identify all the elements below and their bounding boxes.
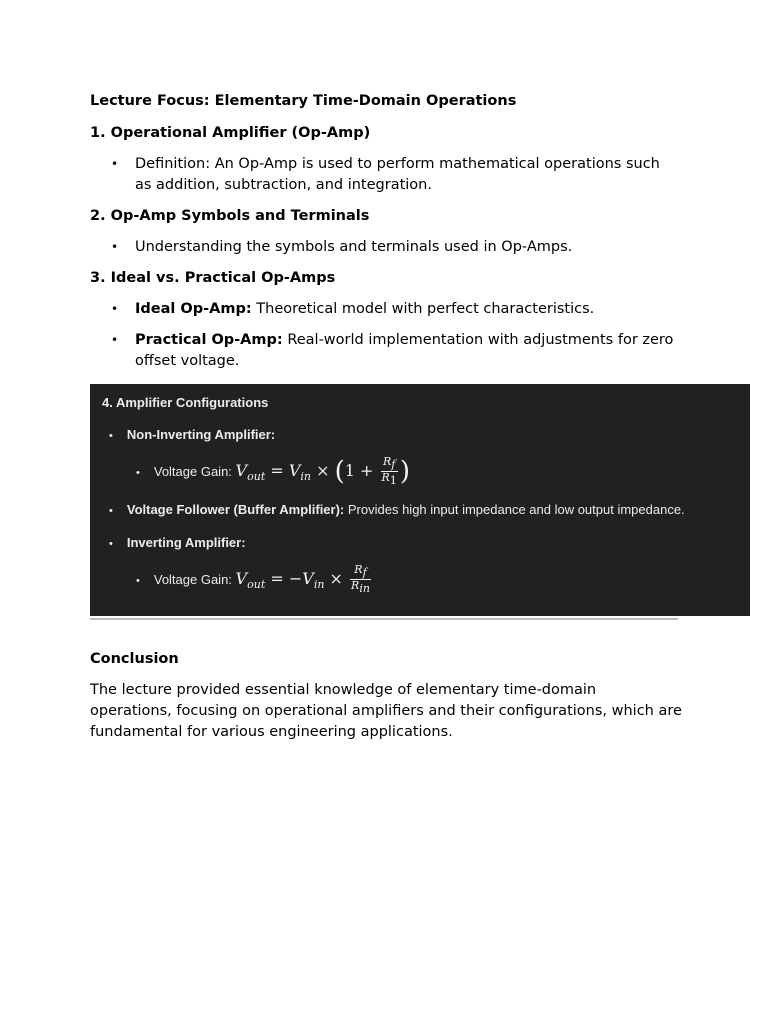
horizontal-rule bbox=[90, 618, 678, 620]
ideal-op-amp-label: Ideal Op-Amp: bbox=[135, 301, 252, 317]
section-1-list bbox=[90, 154, 680, 196]
list-item: • Understanding the symbols and terminals used in Op-Amps. bbox=[90, 237, 680, 258]
list-item: • Practical Op-Amp: Real-world implementation with adjustments for zero offset voltage. bbox=[111, 332, 674, 369]
conclusion-heading: Conclusion bbox=[90, 651, 179, 667]
section-3-list bbox=[90, 299, 680, 320]
section-3-list-2 bbox=[90, 330, 680, 372]
bullet: • bbox=[111, 240, 119, 254]
inv-gain-formula: $V_{out} = -V_{in}$ × $\frac{R_f}{R_{in}}$ bbox=[235, 563, 370, 596]
list-item-non-inverting: • Non-Inverting Amplifier: bbox=[109, 427, 276, 442]
bullet: • bbox=[111, 157, 119, 171]
list-item: • Definition: An Op-Amp is used to perform mathematical operations such as addition, subtraction, and integration. bbox=[111, 156, 660, 193]
lecture-focus-heading: Lecture Focus: Elementary Time-Domain Operations bbox=[90, 93, 517, 109]
noninv-gain-formula: $V_{out} = V_{in} \times (1$ + $\frac{R_f}{R_1}$ ) bbox=[235, 455, 410, 488]
section-2-heading: 2. Op-Amp Symbols and Terminals bbox=[90, 208, 370, 224]
list-item: • Ideal Op-Amp: Theoretical model with perfect characteristics. bbox=[90, 299, 680, 320]
conclusion-paragraph: The lecture provided essential knowledge of elementary time-domain operations, focusing on operational amplifiers and their configurations, which are fundamental for various engineering applications. bbox=[90, 682, 682, 740]
bullet: • bbox=[111, 333, 119, 347]
amplifier-configurations-image bbox=[90, 384, 750, 616]
bullet: • bbox=[111, 302, 119, 316]
list-item-inverting: • Inverting Amplifier: bbox=[109, 535, 246, 550]
list-item-inv-gain: • Voltage Gain: $V_{out} = -V_{in}$ × $\frac{R_f}{R_{in}}$ bbox=[136, 564, 373, 595]
list-item-noninv-gain: • Voltage Gain: $V_{out} = V_{in} \times (1$ + $\frac{R_f}{R_1}$ ) bbox=[136, 455, 410, 488]
section-2-list bbox=[90, 237, 680, 258]
section-4-heading: 4. Amplifier Configurations bbox=[102, 395, 269, 410]
section-1-heading: 1. Operational Amplifier (Op-Amp) bbox=[90, 125, 371, 141]
list-item-voltage-follower: • Voltage Follower (Buffer Amplifier): Provides high input impedance and low output impedance. bbox=[109, 502, 685, 517]
section-3-heading: 3. Ideal vs. Practical Op-Amps bbox=[90, 270, 336, 286]
practical-op-amp-label: Practical Op-Amp: bbox=[135, 332, 283, 348]
